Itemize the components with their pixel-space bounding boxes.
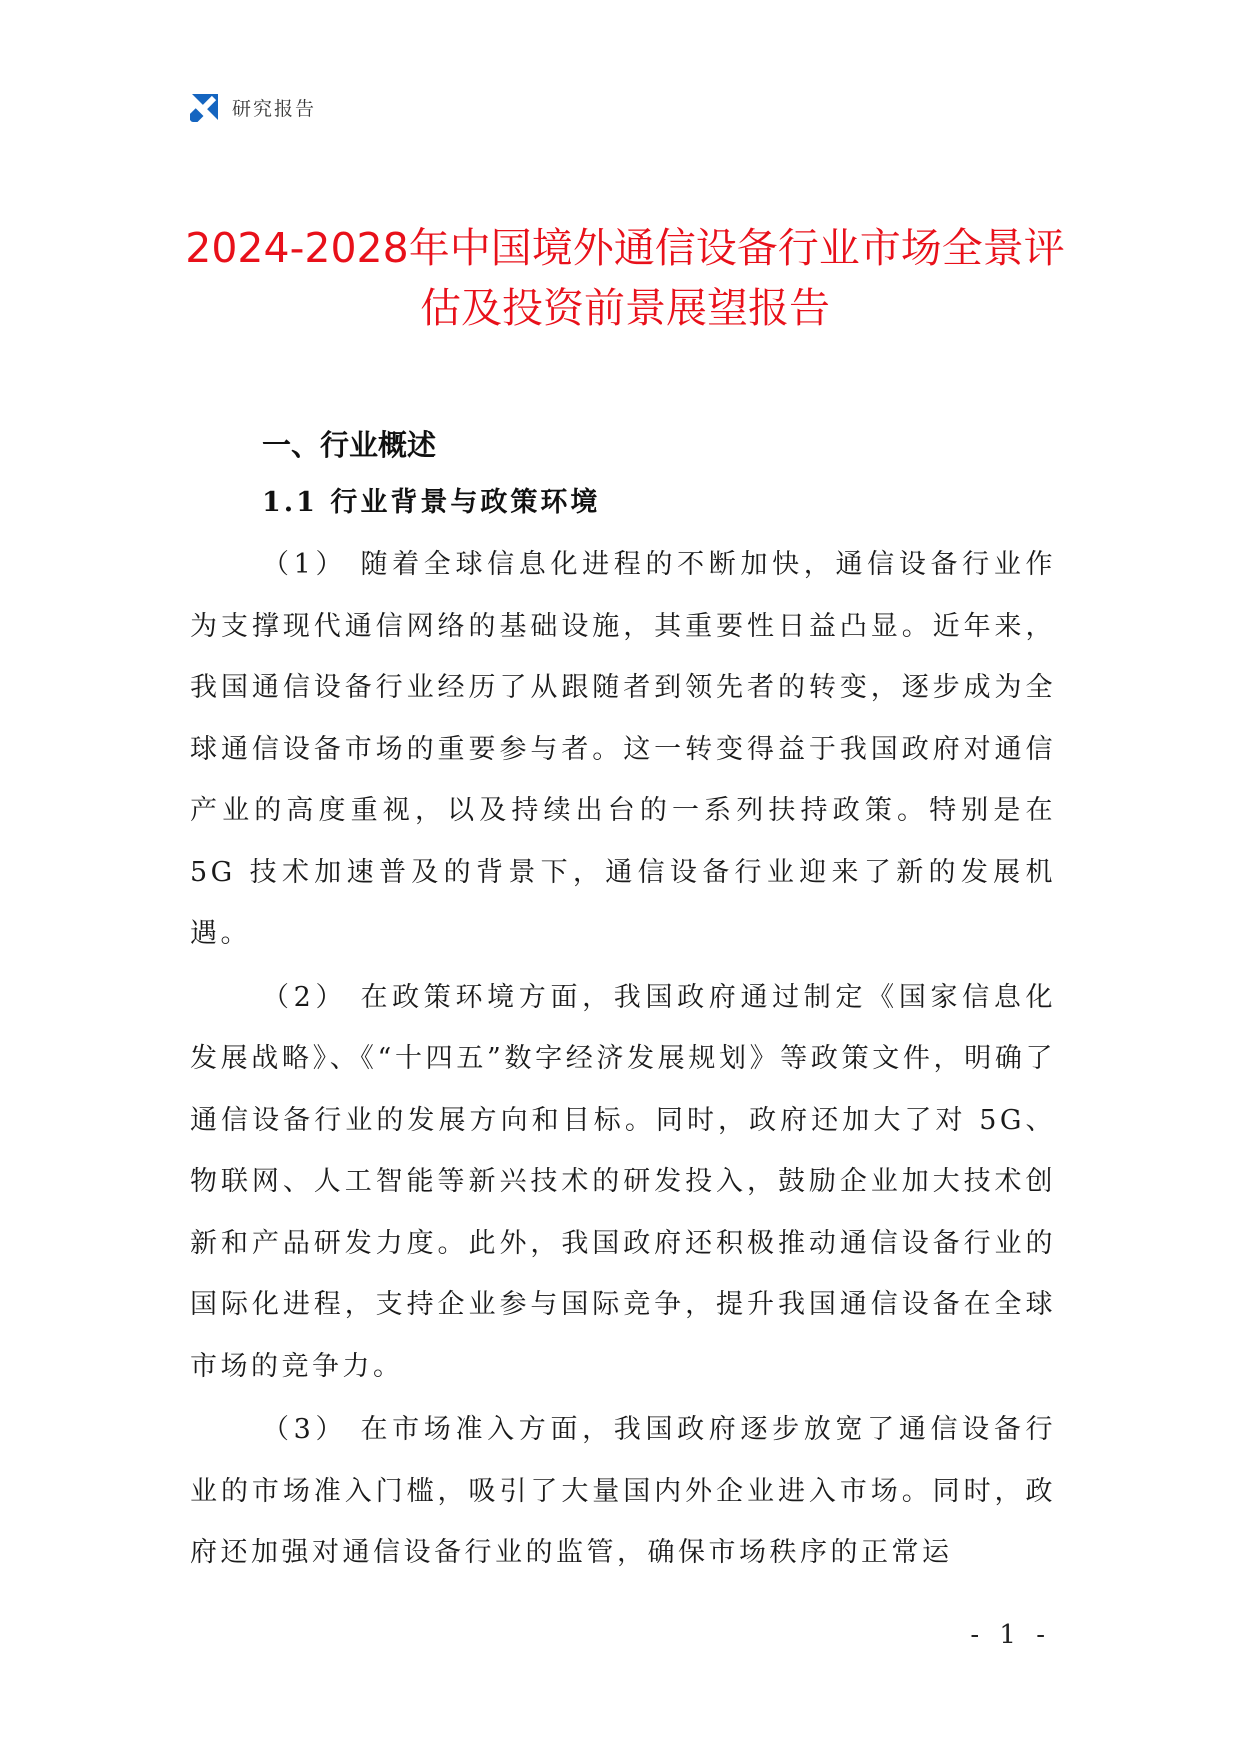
document-title: 2024-2028年中国境外通信设备行业市场全景评估及投资前景展望报告 (185, 224, 1065, 332)
section-heading: 一、行业概述 (262, 428, 437, 462)
paragraph-3: （3） 在市场准入方面，我国政府逐步放宽了通信设备行业的市场准入门槛，吸引了大量国内外企业进入市场。同时，政府还加强对通信设备行业的监管，确保市场秩序的正常运 (190, 1414, 1056, 1568)
document-body (190, 418, 1056, 1586)
page-number: - 1 - (970, 1620, 1051, 1650)
paragraph-2: （2） 在政策环境方面，我国政府通过制定《国家信息化发展战略》、《“十四五”数字经济发展规划》等政策文件，明确了通信设备行业的发展方向和目标。同时，政府还加大了对 5G、物联网、人工智能等新兴技术的研发投入，鼓励企业加大技术创新和产品研发力度。此外，我国政府还积极推动通信设备行业的国际化进程，支持企业参与国际竞争，提升我国通信设备在全球市场的竞争力。 (190, 981, 1056, 1382)
page-header (190, 90, 316, 124)
header-label: 研究报告 (232, 97, 317, 120)
subsection-heading: 1.1 行业背景与政策环境 (262, 487, 601, 518)
arrow-up-right-icon (190, 92, 220, 122)
paragraph-1: （1） 随着全球信息化进程的不断加快，通信设备行业作为支撑现代通信网络的基础设施，其重要性日益凸显。近年来，我国通信设备行业经历了从跟随者到领先者的转变，逐步成为全球通信设备市场的重要参与者。这一转变得益于我国政府对通信产业的高度重视，以及持续出台的一系列扶持政策。特别是在 5G 技术加速普及的背景下，通信设备行业迎来了新的发展机遇。 (190, 549, 1056, 949)
